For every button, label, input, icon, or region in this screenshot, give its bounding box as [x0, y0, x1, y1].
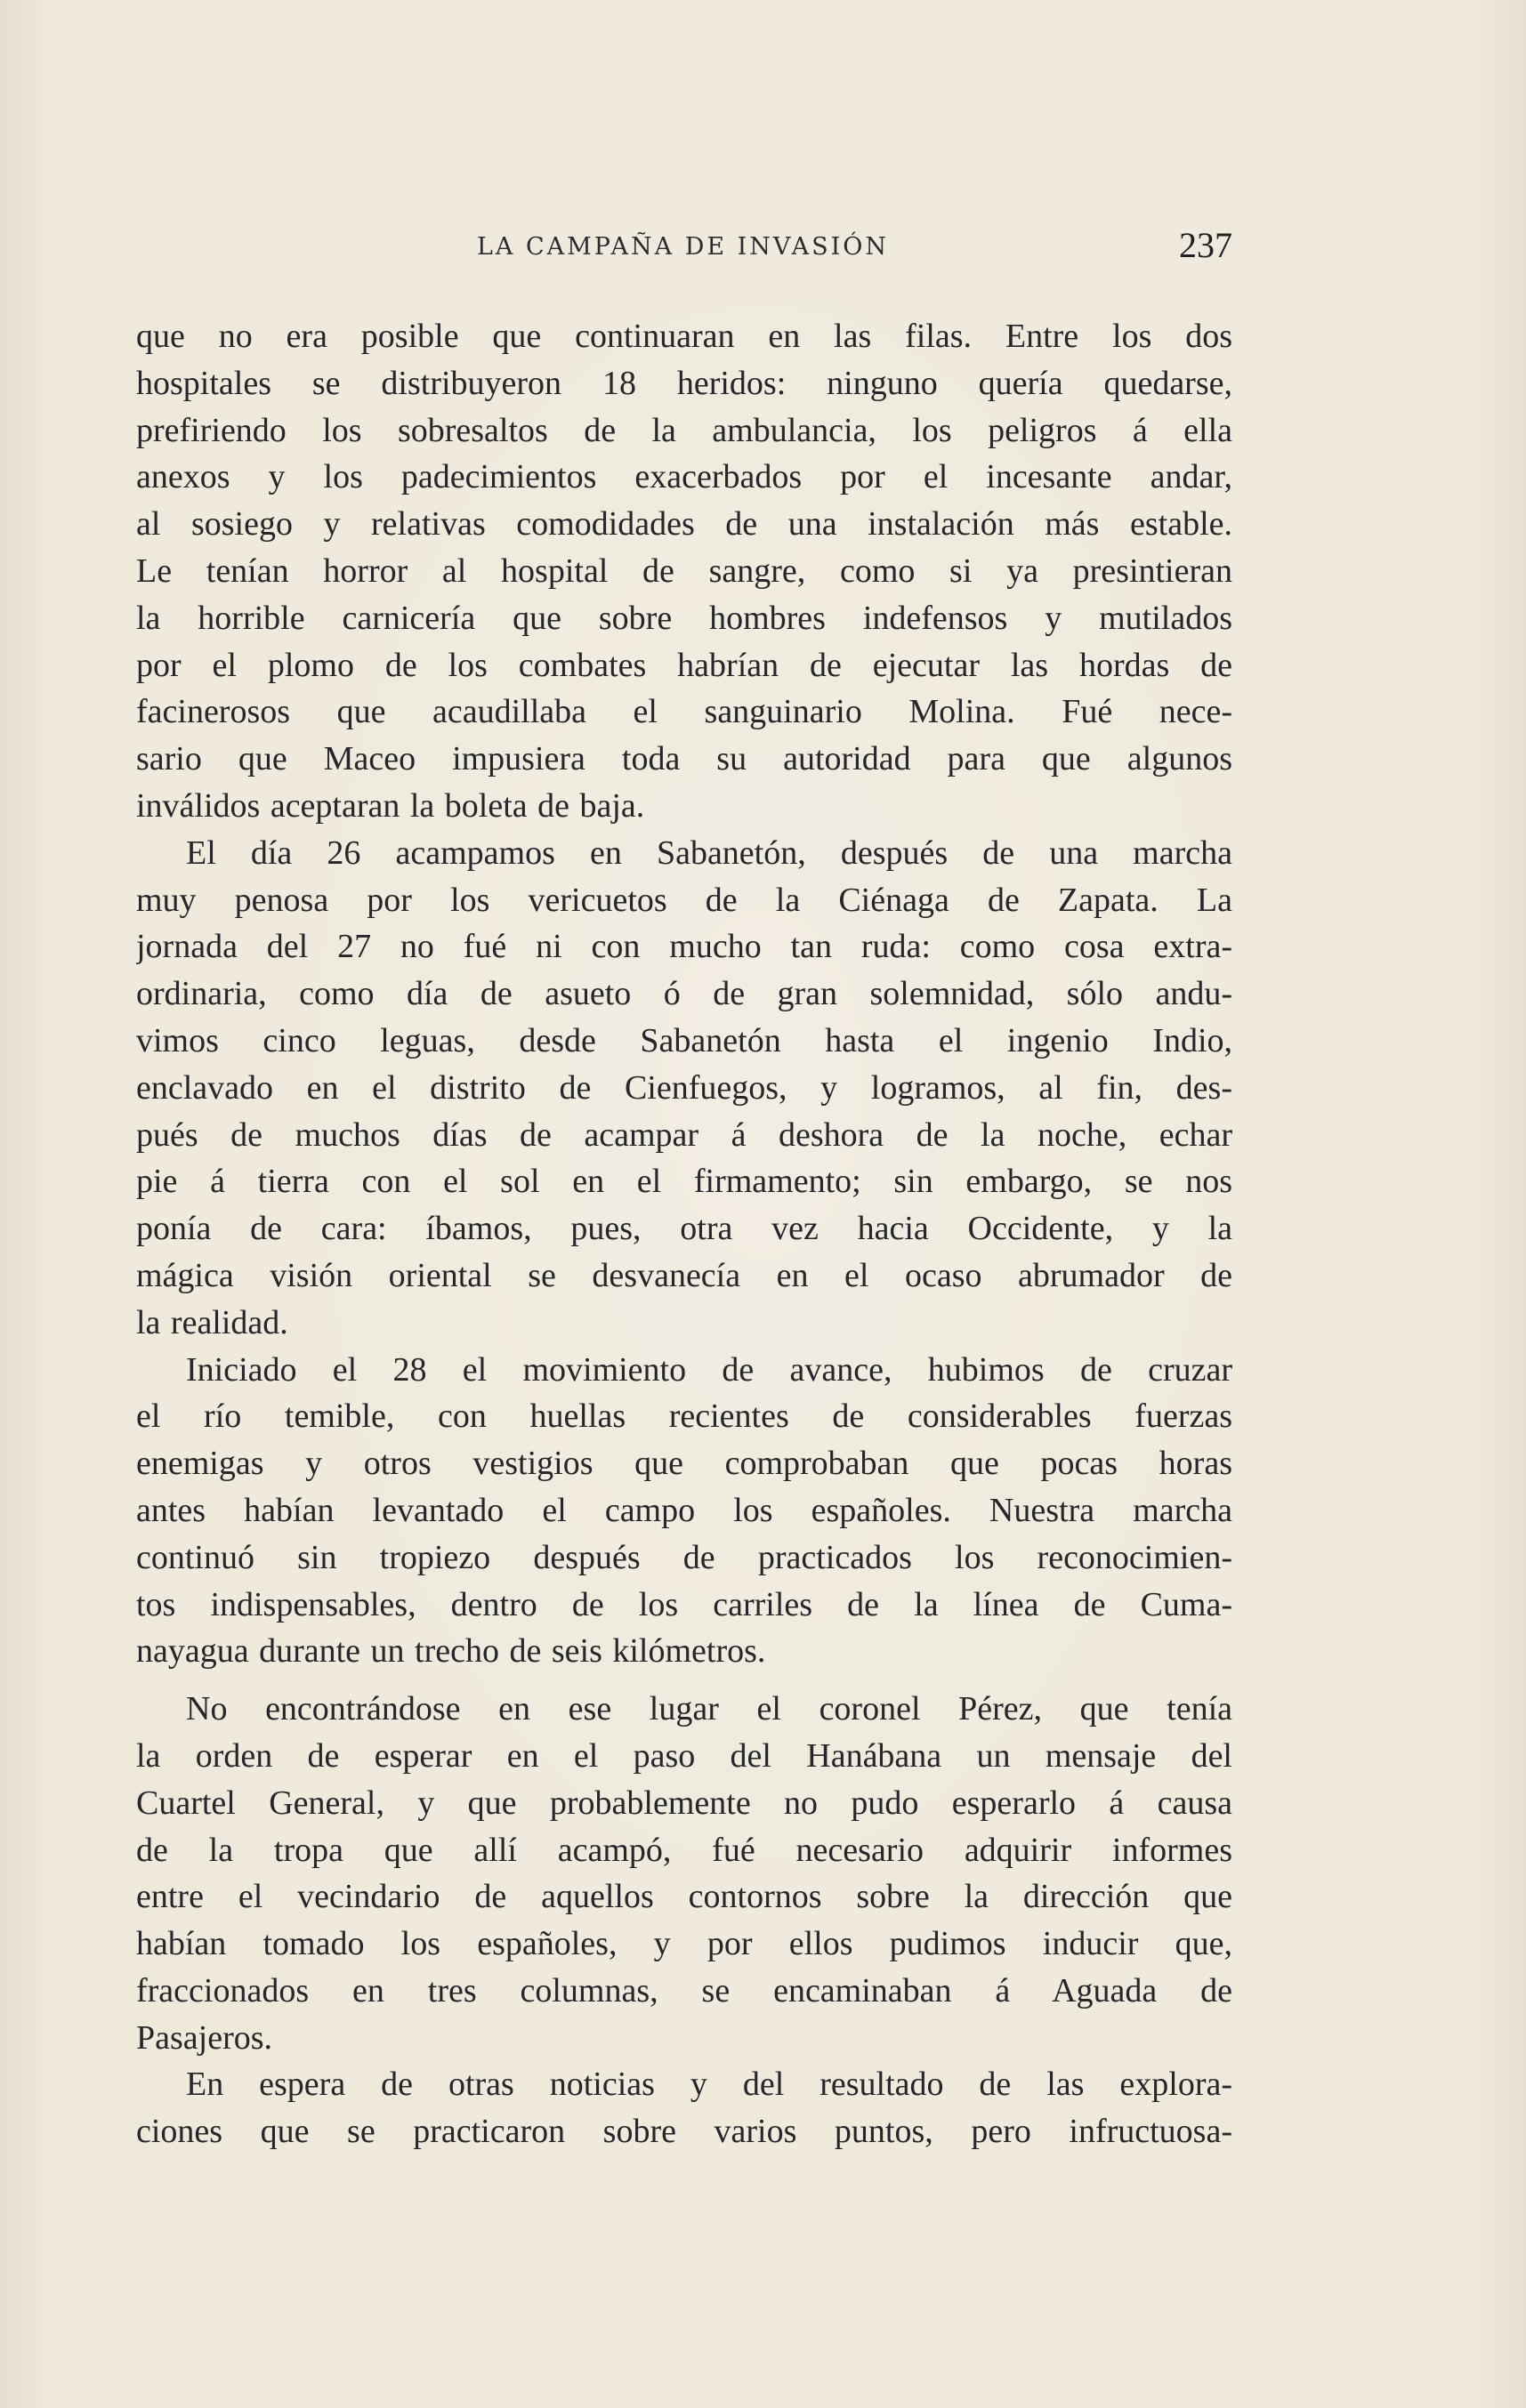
text-line: por el plomo de los combates habrían de ejecutar las hordas de [136, 646, 1232, 684]
paragraph-start-line: En espera de otras noticias y del resultado de las explora- [186, 2066, 1232, 2104]
text-line: de la tropa que allí acampó, fué necesario adquirir informes [136, 1831, 1232, 1869]
text-line: nayagua durante un trecho de seis kilómetros. [136, 1632, 766, 1671]
text-line: facinerosos que acaudillaba el sanguinario Molina. Fué nece- [136, 693, 1232, 731]
body-text [136, 313, 1232, 2155]
text-line: el río temible, con huellas recientes de considerables fuerzas [136, 1397, 1232, 1436]
text-line: ponía de cara: íbamos, pues, otra vez hacia Occidente, y la [136, 1210, 1232, 1248]
text-line: al sosiego y relativas comodidades de una instalación más estable. [136, 505, 1232, 544]
text-line: fraccionados en tres columnas, se encaminaban á Aguada de [136, 1971, 1232, 2009]
text-line: habían tomado los españoles, y por ellos pudimos inducir que, [136, 1925, 1232, 1963]
text-line: mágica visión oriental se desvanecía en el ocaso abrumador de [136, 1256, 1232, 1294]
text-line: jornada del 27 no fué ni con mucho tan ruda: como cosa extra- [136, 928, 1232, 966]
text-line: anexos y los padecimientos exacerbados por el incesante andar, [136, 458, 1232, 496]
text-line: sario que Maceo impusiera toda su autoridad para que algunos [136, 740, 1232, 778]
text-line: hospitales se distribuyeron 18 heridos: ninguno quería quedarse, [136, 364, 1232, 402]
text-line: la realidad. [136, 1303, 288, 1341]
text-line: Cuartel General, y que probablemente no pudo esperarlo á causa [136, 1784, 1232, 1822]
text-line: la horrible carnicería que sobre hombres indefensos y mutilados [136, 599, 1232, 637]
text-line: entre el vecindario de aquellos contornos sobre la dirección que [136, 1878, 1232, 1916]
text-line: ciones que se practicaron sobre varios puntos, pero infructuosa- [136, 2113, 1232, 2151]
text-line: la orden de esperar en el paso del Hanábana un mensaje del [136, 1736, 1232, 1775]
text-line: pie á tierra con el sol en el firmamento; sin embargo, se nos [136, 1163, 1232, 1201]
text-line: pués de muchos días de acampar á deshora de la noche, echar [136, 1115, 1232, 1154]
paragraph-start-line: El día 26 acampamos en Sabanetón, después de una marcha [186, 834, 1232, 872]
text-line: Le tenían horror al hospital de sangre, como si ya presintieran [136, 552, 1232, 590]
text-line: ordinaria, como día de asueto ó de gran solemnidad, sólo andu- [136, 975, 1232, 1013]
text-line: vimos cinco leguas, desde Sabanetón hasta el ingenio Indio, [136, 1021, 1232, 1059]
text-line: antes habían levantado el campo los españoles. Nuestra marcha [136, 1491, 1232, 1529]
running-head [133, 224, 1232, 269]
text-line: continuó sin tropiezo después de practicados los reconocimien- [136, 1538, 1232, 1576]
text-line: que no era posible que continuaran en las filas. Entre los dos [136, 318, 1232, 355]
text-line: prefiriendo los sobresaltos de la ambulancia, los peligros á ella [136, 411, 1232, 449]
text-line: tos indispensables, dentro de los carriles de la línea de Cuma- [136, 1585, 1232, 1623]
text-line: Pasajeros. [136, 2018, 273, 2057]
text-line: enclavado en el distrito de Cienfuegos, y logramos, al fin, des- [136, 1068, 1232, 1107]
page-number: 237 [1179, 225, 1232, 265]
text-line: inválidos aceptaran la boleta de baja. [136, 786, 645, 825]
text-line: enemigas y otros vestigios que comprobaban que pocas horas [136, 1445, 1232, 1483]
paragraph-start-line: Iniciado el 28 el movimiento de avance, hubimos de cruzar [186, 1350, 1232, 1389]
running-title: LA CAMPAÑA DE INVASIÓN [476, 233, 890, 261]
text-line: muy penosa por los vericuetos de la Ciénaga de Zapata. La [136, 881, 1232, 919]
paragraph-start-line: No encontrándose en ese lugar el coronel Pérez, que tenía [186, 1690, 1232, 1728]
